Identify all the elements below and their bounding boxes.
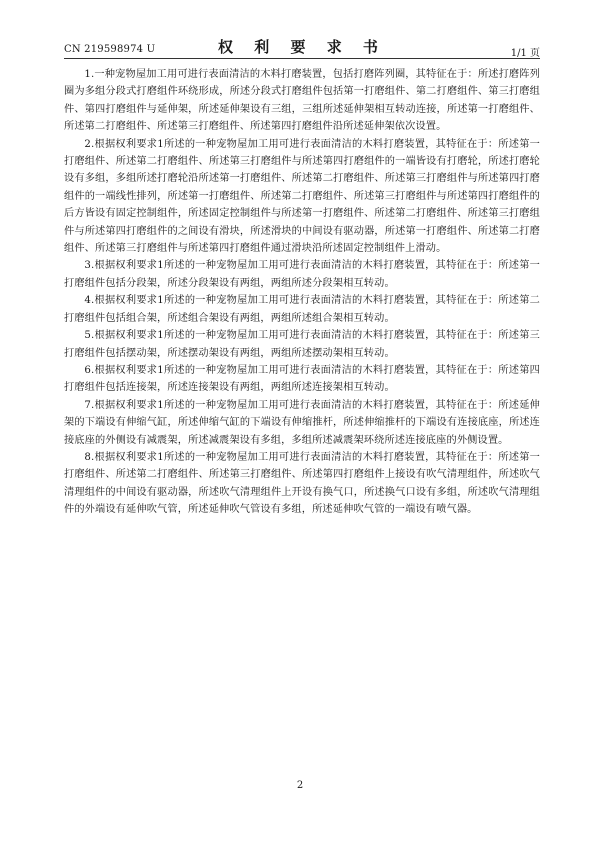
claim-3: 3.根据权利要求1所述的一种宠物屋加工用可进行表面清洁的木料打磨装置，其特征在于：所述第一打磨组件包括分段架，所述分段架设有两组，两组所述分段架相互转动。 [64,260,540,289]
page-title: 权 利 要 求 书 [218,38,386,56]
claim-6: 6.根据权利要求1所述的一种宠物屋加工用可进行表面清洁的木料打磨装置，其特征在于：所述第四打磨组件包括连接架，所述连接架设有两组，两组所述连接架相互转动。 [64,364,540,394]
claims-body [64,66,540,519]
page-info: 1/1 页 [510,48,540,59]
claim-1: 1.一种宠物屋加工用可进行表面清洁的木料打磨装置，包括打磨阵列圈，其特征在于：所述打磨阵列圈为多组分段式打磨组件环绕形成，所述分段式打磨组件包括第一打磨组件、第二打磨组件、第三打磨组件、第四打磨组件与延伸架，所述延伸架设有三组，三组所述延伸架相互转动连接，所述第一打磨组件、所述第二打磨组件、所述第三打磨组件、所述第四打磨组件沿所述延伸架依次设置。 [64,69,540,133]
claim-4: 4.根据权利要求1所述的一种宠物屋加工用可进行表面清洁的木料打磨装置，其特征在于：所述第二打磨组件包括组合架，所述组合架设有两组，两组所述组合架相互转动。 [64,295,540,324]
page-number: 2 [296,780,304,791]
claim-7: 7.根据权利要求1所述的一种宠物屋加工用可进行表面清洁的木料打磨装置，其特征在于：所述延伸架的下端设有伸缩气缸，所述伸缩气缸的下端设有伸缩推杆，所述伸缩推杆的下端设有连接底座，所述连接底座的外侧设有减震架，所述减震架设有多组，多组所述减震架环绕所述连接底座的外侧设置。 [64,399,540,446]
header-rule [64,58,540,59]
page-footer [0,780,600,791]
document-number: CN 219598974 U [64,44,156,55]
claim-8: 8.根据权利要求1所述的一种宠物屋加工用可进行表面清洁的木料打磨装置，其特征在于：所述第一打磨组件、所述第二打磨组件、所述第三打磨组件、所述第四打磨组件上接设有吹气清理组件，所述吹气清理组件的中间设有驱动器，所述吹气清理组件上开设有换气口，所述换气口设有多组，所述吹气清理组件的外端设有延伸吹气管，所述延伸吹气管设有多组，所述延伸吹气管的一端设有喷气器。 [64,451,540,516]
claim-5: 5.根据权利要求1所述的一种宠物屋加工用可进行表面清洁的木料打磨装置，其特征在于：所述第三打磨组件包括摆动架，所述摆动架设有两组，两组所述摆动架相互转动。 [64,330,540,359]
claim-2: 2.根据权利要求1所述的一种宠物屋加工用可进行表面清洁的木料打磨装置，其特征在于：所述第一打磨组件、所述第二打磨组件、所述第三打磨组件与所述第四打磨组件的一端皆设有打磨轮，所述打磨轮设有多组，多组所述打磨轮沿所述第一打磨组件、所述第二打磨组件、所述第三打磨组件与所述第四打磨组件的一端线性排列，所述第一打磨组件、所述第二打磨组件、所述第三打磨组件与所述第四打磨组件的后方皆设有固定控制组件，所述固定控制组件与所述第一打磨组件、所述第二打磨组件、所述第三打磨组件与所述第四打磨组件的之间设有滑块，所述滑块的中间设有驱动器，所述第一打磨组件、所述第二打磨组件、所述第三打磨组件与所述第四打磨组件通过滑块沿所述固定控制组件上滑动。 [64,138,540,255]
page-header [64,36,540,59]
